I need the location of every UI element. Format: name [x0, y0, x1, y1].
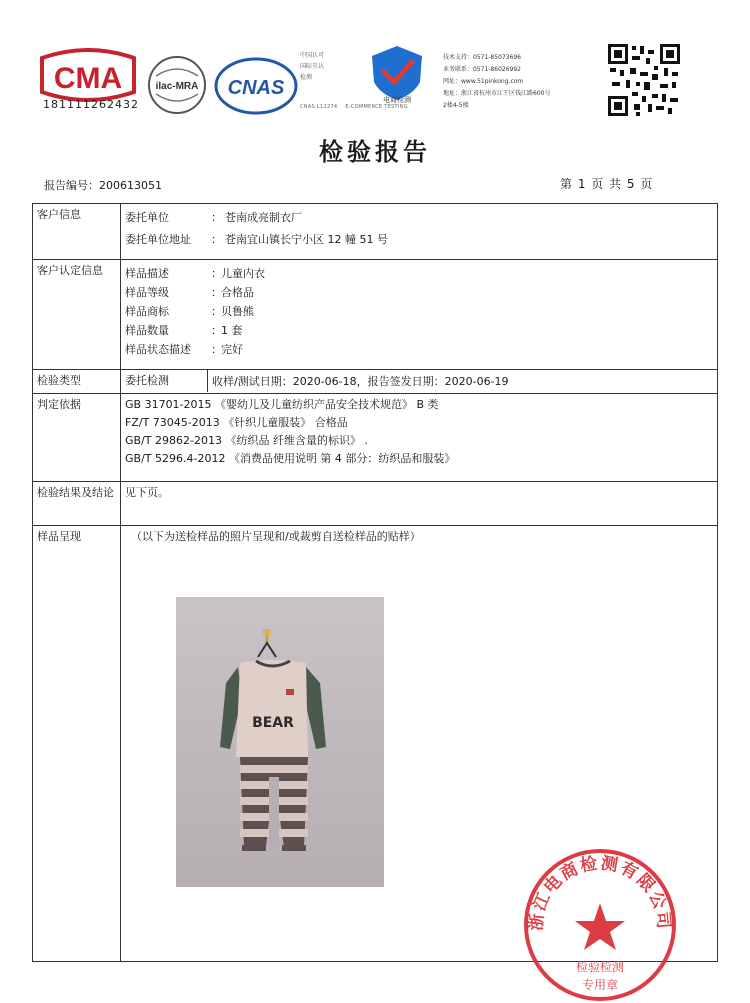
- ecommerce-testing-sub: E-COMMERCE TESTING: [345, 104, 408, 110]
- result-value: 见下页。: [121, 482, 718, 526]
- striped-trousers: [240, 757, 308, 851]
- sample-qty-line: [125, 320, 713, 339]
- contact-line-2: 业务联系：0571-86026992: [443, 66, 521, 73]
- cnas-logo-text: CNAS: [227, 77, 285, 99]
- test-type-row: [33, 370, 718, 394]
- report-number: 报告编号：200613051: [44, 179, 162, 192]
- ecommerce-testing-label: 电商检测: [383, 96, 411, 104]
- seal-star-icon: [575, 903, 625, 950]
- sample-info-label: 客户认定信息: [33, 260, 121, 370]
- photo-label: 样品呈现: [33, 526, 121, 962]
- cma-number: 181111262432: [43, 98, 139, 111]
- sample-grade-key: 样品等级: [125, 285, 169, 299]
- sample-info-row: [33, 260, 718, 370]
- test-dates: 收样/测试日期：2020-06-18，报告签发日期：2020-06-19: [212, 375, 509, 388]
- sample-brand-sep: ：: [211, 304, 222, 318]
- seal-arc-text: 浙江电商检测有限公司: [526, 853, 674, 932]
- result-label: 检验结果及结论: [33, 482, 121, 526]
- sample-brand-line: [125, 301, 713, 320]
- test-type-cell: [121, 370, 718, 394]
- sample-desc-sep: ：: [211, 266, 222, 280]
- cnas-reg-caption: [300, 104, 440, 110]
- cnas-line-3: 检测: [300, 74, 313, 81]
- client-name-value: 苍南成亮制衣厂: [225, 211, 302, 224]
- basis-cell: [121, 394, 718, 482]
- client-info-cell: [121, 204, 718, 260]
- test-type-label: 检验类型: [33, 370, 121, 394]
- seal-line-1: 检验检测: [575, 960, 625, 974]
- contact-line-1: 技术支持：0571-85073696: [443, 54, 521, 61]
- sample-desc-line: [125, 263, 713, 282]
- cnas-line-1: 中国认可: [300, 52, 325, 59]
- sample-status-value: 完好: [221, 342, 243, 356]
- qr-code-icon: [606, 42, 682, 118]
- garment-chest-print: BEAR: [252, 715, 294, 731]
- client-address-key: 委托单位地址: [125, 233, 191, 246]
- sample-grade-sep: ：: [211, 285, 222, 299]
- sample-qty-value: 1 套: [221, 323, 243, 337]
- client-name-line: [125, 206, 713, 228]
- client-address-line: [125, 228, 713, 250]
- sample-desc-key: 样品描述: [125, 266, 169, 280]
- cnas-line-2: 国际互认: [300, 63, 325, 70]
- basis-row: [33, 394, 718, 482]
- contact-line-5: 2楼4-5楼: [443, 102, 469, 109]
- client-info-label: 客户信息: [33, 204, 121, 260]
- photo-note: （以下为送检样品的照片呈现和/或裁剪自送检样品的贴样）: [131, 530, 421, 543]
- contact-line-4: 地址：浙江省杭州市江干区钱江路600号: [443, 90, 551, 97]
- basis-line-1: GB 31701-2015 《婴幼儿及儿童纺织产品安全技术规范》 B 类: [125, 398, 439, 411]
- basis-line-2: FZ/T 73045-2013 《针织儿童服装》 合格品: [125, 416, 348, 429]
- sample-photo: [176, 597, 384, 887]
- cnas-logo: [214, 56, 298, 116]
- ilac-logo-text: ilac-MRA: [155, 81, 199, 92]
- contact-block: [443, 52, 603, 112]
- sample-brand-value: 贝鲁熊: [221, 304, 254, 318]
- contact-line-3: 网址：www.51pinkong.com: [443, 78, 524, 85]
- sample-qty-sep: ：: [211, 323, 222, 337]
- sample-status-sep: ：: [211, 342, 222, 356]
- sample-qty-key: 样品数量: [125, 323, 169, 337]
- result-row: [33, 482, 718, 526]
- sample-brand-key: 样品商标: [125, 304, 169, 318]
- client-address-sep: ：: [211, 233, 222, 246]
- client-address-value: 苍南宜山镇长宁小区 12 幢 51 号: [225, 233, 388, 246]
- sample-desc-value: 儿童内衣: [221, 266, 265, 280]
- basis-line-3: GB/T 29862-2013 《纺织品 纤维含量的标识》 .: [125, 434, 368, 447]
- sample-grade-value: 合格品: [221, 285, 254, 299]
- sample-status-key: 样品状态描述: [125, 342, 191, 356]
- basis-label: 判定依据: [33, 394, 121, 482]
- cnas-caption: [300, 50, 360, 83]
- cma-logo-text: CMA: [53, 62, 123, 95]
- basis-line-4: GB/T 5296.4-2012 《消费品使用说明 第 4 部分：纺织品和服装》: [125, 452, 456, 465]
- official-seal: [520, 843, 680, 1003]
- ilac-mra-logo: [146, 54, 208, 116]
- sample-info-cell: [121, 260, 718, 370]
- seal-line-2: 专用章: [581, 978, 619, 992]
- test-type-value: 委托检测: [121, 370, 208, 392]
- client-name-sep: ：: [211, 211, 222, 224]
- client-info-row: [33, 204, 718, 260]
- sample-status-line: [125, 339, 713, 358]
- client-name-key: 委托单位: [125, 211, 169, 224]
- cnas-reg: CNAS L12274: [300, 104, 338, 110]
- report-title: 检验报告: [319, 138, 431, 166]
- sample-grade-line: [125, 282, 713, 301]
- page-info: 第 1 页 共 5 页: [560, 177, 654, 191]
